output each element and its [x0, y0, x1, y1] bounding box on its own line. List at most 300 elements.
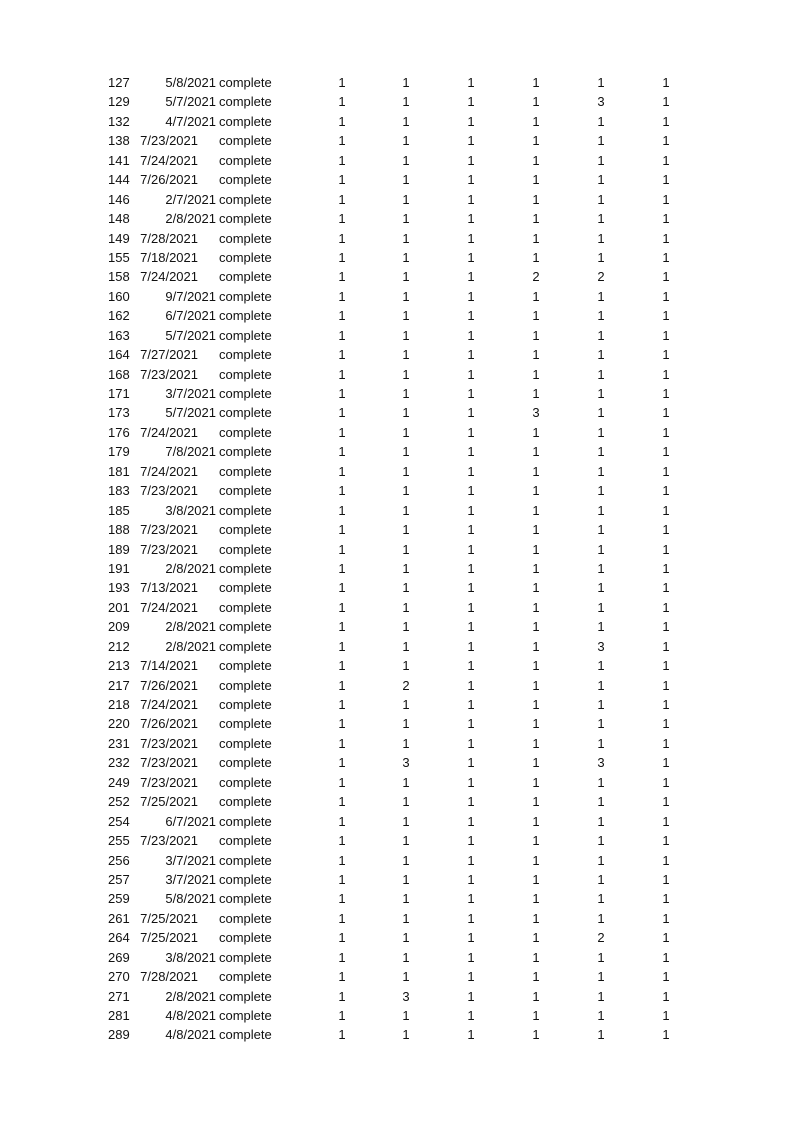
row-value-4: 1 [532, 910, 540, 926]
row-value-1: 1 [338, 580, 346, 596]
row-value-2: 2 [402, 677, 410, 693]
row-date: 2/8/2021 [165, 560, 216, 576]
row-value-4: 1 [532, 697, 540, 712]
row-value-1: 1 [338, 774, 346, 790]
row-status: complete [219, 677, 272, 693]
row-value-5: 3 [597, 755, 605, 771]
row-id: 255 [108, 833, 130, 849]
row-value-4: 1 [532, 463, 540, 479]
row-value-3: 1 [467, 580, 475, 596]
table-row [0, 695, 800, 714]
row-value-3: 1 [467, 308, 475, 324]
row-date: 7/23/2021 [140, 774, 198, 790]
row-value-3: 1 [467, 366, 475, 382]
row-value-2: 1 [402, 580, 410, 596]
row-value-3: 1 [467, 697, 475, 712]
row-status: complete [219, 75, 272, 90]
row-value-3: 1 [467, 599, 475, 615]
row-value-4: 1 [532, 230, 540, 246]
row-id: 179 [108, 444, 130, 460]
row-status: complete [219, 638, 272, 654]
row-date: 7/24/2021 [140, 463, 198, 479]
table-row [0, 384, 800, 403]
row-value-5: 1 [597, 172, 605, 188]
row-value-1: 1 [338, 113, 346, 129]
row-value-4: 1 [532, 930, 540, 946]
table-row [0, 909, 800, 928]
row-status: complete [219, 813, 272, 829]
row-value-4: 1 [532, 619, 540, 635]
row-id: 158 [108, 269, 130, 285]
row-date: 7/13/2021 [140, 580, 198, 596]
row-value-1: 1 [338, 638, 346, 654]
row-value-2: 1 [402, 386, 410, 401]
table-row [0, 967, 800, 986]
row-status: complete [219, 969, 272, 985]
row-date: 7/23/2021 [140, 833, 198, 849]
row-value-2: 1 [402, 133, 410, 149]
row-value-2: 1 [402, 541, 410, 557]
row-value-1: 1 [338, 405, 346, 421]
row-value-4: 2 [532, 269, 540, 285]
row-status: complete [219, 327, 272, 343]
table-row [0, 442, 800, 461]
row-value-4: 1 [532, 483, 540, 499]
table-row [0, 92, 800, 111]
row-value-6: 1 [662, 638, 670, 654]
row-id: 270 [108, 969, 130, 985]
row-status: complete [219, 113, 272, 129]
row-value-2: 1 [402, 94, 410, 110]
row-value-2: 3 [402, 755, 410, 771]
row-id: 171 [108, 386, 130, 401]
row-status: complete [219, 405, 272, 421]
table-row [0, 559, 800, 578]
row-value-5: 1 [597, 386, 605, 401]
row-id: 185 [108, 502, 130, 518]
row-value-6: 1 [662, 327, 670, 343]
row-date: 7/23/2021 [140, 541, 198, 557]
table-row [0, 209, 800, 228]
row-value-5: 1 [597, 347, 605, 363]
row-id: 176 [108, 424, 130, 440]
row-value-5: 1 [597, 502, 605, 518]
row-value-5: 1 [597, 211, 605, 227]
row-value-1: 1 [338, 833, 346, 849]
row-date: 3/8/2021 [165, 502, 216, 518]
row-value-6: 1 [662, 211, 670, 227]
row-value-6: 1 [662, 599, 670, 615]
table-row [0, 287, 800, 306]
row-value-6: 1 [662, 697, 670, 712]
row-value-1: 1 [338, 735, 346, 751]
row-date: 6/7/2021 [165, 813, 216, 829]
row-status: complete [219, 619, 272, 635]
row-status: complete [219, 424, 272, 440]
row-value-4: 1 [532, 191, 540, 207]
row-date: 5/7/2021 [165, 94, 216, 110]
row-value-6: 1 [662, 988, 670, 1004]
row-value-1: 1 [338, 502, 346, 518]
row-value-2: 1 [402, 444, 410, 460]
row-value-1: 1 [338, 463, 346, 479]
table-row [0, 851, 800, 870]
row-value-4: 1 [532, 871, 540, 887]
table-row [0, 870, 800, 889]
row-value-2: 1 [402, 658, 410, 674]
row-date: 7/8/2021 [165, 444, 216, 460]
row-date: 7/23/2021 [140, 483, 198, 499]
row-status: complete [219, 774, 272, 790]
row-value-2: 1 [402, 1027, 410, 1043]
row-status: complete [219, 1027, 272, 1043]
table-row [0, 617, 800, 636]
row-date: 7/24/2021 [140, 269, 198, 285]
row-value-6: 1 [662, 483, 670, 499]
row-value-1: 1 [338, 852, 346, 868]
row-value-3: 1 [467, 735, 475, 751]
row-value-6: 1 [662, 891, 670, 907]
row-value-5: 1 [597, 152, 605, 168]
row-date: 9/7/2021 [165, 288, 216, 304]
row-value-6: 1 [662, 794, 670, 810]
row-date: 7/23/2021 [140, 366, 198, 382]
row-value-5: 1 [597, 619, 605, 635]
row-value-2: 1 [402, 599, 410, 615]
row-value-3: 1 [467, 794, 475, 810]
row-value-5: 1 [597, 230, 605, 246]
table-row [0, 1006, 800, 1025]
row-value-4: 1 [532, 599, 540, 615]
row-id: 146 [108, 191, 130, 207]
row-value-4: 1 [532, 794, 540, 810]
row-value-6: 1 [662, 133, 670, 149]
row-value-3: 1 [467, 211, 475, 227]
row-value-2: 1 [402, 308, 410, 324]
table-row [0, 462, 800, 481]
row-value-3: 1 [467, 172, 475, 188]
row-value-6: 1 [662, 541, 670, 557]
row-value-6: 1 [662, 716, 670, 732]
row-value-4: 3 [532, 405, 540, 421]
row-status: complete [219, 249, 272, 265]
row-status: complete [219, 716, 272, 732]
row-id: 289 [108, 1027, 130, 1043]
row-value-3: 1 [467, 988, 475, 1004]
row-value-5: 1 [597, 697, 605, 712]
table-row [0, 540, 800, 559]
row-value-5: 1 [597, 891, 605, 907]
row-status: complete [219, 891, 272, 907]
row-id: 162 [108, 308, 130, 324]
row-date: 7/18/2021 [140, 249, 198, 265]
row-status: complete [219, 366, 272, 382]
row-value-1: 1 [338, 172, 346, 188]
table-row [0, 656, 800, 675]
table-row [0, 423, 800, 442]
row-value-2: 1 [402, 347, 410, 363]
row-status: complete [219, 930, 272, 946]
table-row [0, 345, 800, 364]
row-value-2: 1 [402, 619, 410, 635]
row-value-2: 1 [402, 794, 410, 810]
row-value-6: 1 [662, 75, 670, 90]
row-date: 5/8/2021 [165, 891, 216, 907]
row-id: 259 [108, 891, 130, 907]
table-row [0, 170, 800, 189]
row-value-4: 1 [532, 1027, 540, 1043]
row-value-1: 1 [338, 910, 346, 926]
row-value-6: 1 [662, 386, 670, 401]
row-id: 132 [108, 113, 130, 129]
row-date: 7/26/2021 [140, 677, 198, 693]
row-value-6: 1 [662, 230, 670, 246]
row-value-4: 1 [532, 424, 540, 440]
row-value-4: 1 [532, 152, 540, 168]
row-status: complete [219, 463, 272, 479]
row-value-5: 1 [597, 580, 605, 596]
row-value-5: 1 [597, 1008, 605, 1023]
row-id: 254 [108, 813, 130, 829]
row-status: complete [219, 599, 272, 615]
row-value-6: 1 [662, 191, 670, 207]
row-value-3: 1 [467, 833, 475, 849]
table-row [0, 928, 800, 947]
row-value-6: 1 [662, 113, 670, 129]
row-value-5: 1 [597, 774, 605, 790]
table-row [0, 812, 800, 831]
row-value-2: 1 [402, 638, 410, 654]
row-value-4: 1 [532, 658, 540, 674]
row-status: complete [219, 560, 272, 576]
row-status: complete [219, 852, 272, 868]
row-id: 212 [108, 638, 130, 654]
row-value-1: 1 [338, 1008, 346, 1023]
row-date: 2/8/2021 [165, 638, 216, 654]
table-row [0, 481, 800, 500]
row-value-3: 1 [467, 969, 475, 985]
row-date: 5/8/2021 [165, 75, 216, 90]
row-date: 3/7/2021 [165, 871, 216, 887]
row-value-2: 1 [402, 249, 410, 265]
row-value-4: 1 [532, 716, 540, 732]
row-value-2: 1 [402, 75, 410, 90]
row-value-5: 1 [597, 833, 605, 849]
row-id: 218 [108, 697, 130, 712]
row-value-1: 1 [338, 347, 346, 363]
table-row [0, 578, 800, 597]
row-value-3: 1 [467, 949, 475, 965]
row-value-1: 1 [338, 133, 346, 149]
table-row [0, 365, 800, 384]
row-value-3: 1 [467, 424, 475, 440]
row-value-1: 1 [338, 288, 346, 304]
table-row [0, 151, 800, 170]
row-value-5: 1 [597, 424, 605, 440]
row-value-4: 1 [532, 211, 540, 227]
row-status: complete [219, 541, 272, 557]
row-status: complete [219, 94, 272, 110]
row-date: 4/8/2021 [165, 1027, 216, 1043]
row-value-6: 1 [662, 1027, 670, 1043]
row-id: 189 [108, 541, 130, 557]
row-status: complete [219, 269, 272, 285]
row-id: 261 [108, 910, 130, 926]
row-value-4: 1 [532, 308, 540, 324]
row-status: complete [219, 230, 272, 246]
row-value-2: 1 [402, 697, 410, 712]
row-value-6: 1 [662, 930, 670, 946]
row-value-2: 1 [402, 327, 410, 343]
row-date: 7/28/2021 [140, 230, 198, 246]
row-id: 138 [108, 133, 130, 149]
row-value-2: 1 [402, 152, 410, 168]
row-id: 163 [108, 327, 130, 343]
row-value-6: 1 [662, 871, 670, 887]
row-value-2: 1 [402, 502, 410, 518]
row-value-5: 1 [597, 327, 605, 343]
row-value-1: 1 [338, 522, 346, 538]
row-value-5: 1 [597, 366, 605, 382]
row-value-5: 1 [597, 249, 605, 265]
row-value-4: 1 [532, 249, 540, 265]
row-id: 249 [108, 774, 130, 790]
table-row [0, 753, 800, 772]
row-value-6: 1 [662, 366, 670, 382]
row-value-2: 1 [402, 949, 410, 965]
row-value-2: 1 [402, 930, 410, 946]
row-value-6: 1 [662, 969, 670, 985]
row-value-1: 1 [338, 94, 346, 110]
row-value-3: 1 [467, 249, 475, 265]
row-date: 4/8/2021 [165, 1008, 216, 1023]
row-id: 181 [108, 463, 130, 479]
row-id: 148 [108, 211, 130, 227]
row-value-3: 1 [467, 191, 475, 207]
table-row [0, 267, 800, 286]
row-id: 188 [108, 522, 130, 538]
row-value-3: 1 [467, 463, 475, 479]
row-value-6: 1 [662, 172, 670, 188]
row-value-5: 1 [597, 949, 605, 965]
row-value-6: 1 [662, 308, 670, 324]
row-id: 173 [108, 405, 130, 421]
row-status: complete [219, 347, 272, 363]
row-value-2: 1 [402, 910, 410, 926]
row-value-2: 1 [402, 969, 410, 985]
row-value-2: 1 [402, 288, 410, 304]
row-value-1: 1 [338, 1027, 346, 1043]
row-value-5: 1 [597, 735, 605, 751]
row-date: 2/7/2021 [165, 191, 216, 207]
row-status: complete [219, 172, 272, 188]
row-status: complete [219, 871, 272, 887]
row-status: complete [219, 735, 272, 751]
row-status: complete [219, 697, 272, 712]
row-value-2: 1 [402, 1008, 410, 1023]
row-status: complete [219, 308, 272, 324]
row-value-1: 1 [338, 716, 346, 732]
row-value-1: 1 [338, 599, 346, 615]
row-value-6: 1 [662, 502, 670, 518]
row-value-6: 1 [662, 152, 670, 168]
table-row [0, 190, 800, 209]
row-date: 7/23/2021 [140, 522, 198, 538]
row-value-3: 1 [467, 483, 475, 499]
row-value-3: 1 [467, 619, 475, 635]
row-value-6: 1 [662, 405, 670, 421]
row-value-5: 1 [597, 794, 605, 810]
row-value-2: 1 [402, 891, 410, 907]
row-value-6: 1 [662, 1008, 670, 1023]
row-id: 217 [108, 677, 130, 693]
row-value-3: 1 [467, 113, 475, 129]
row-value-3: 1 [467, 852, 475, 868]
row-status: complete [219, 133, 272, 149]
row-id: 141 [108, 152, 130, 168]
row-date: 5/7/2021 [165, 327, 216, 343]
row-value-6: 1 [662, 658, 670, 674]
row-status: complete [219, 522, 272, 538]
row-value-2: 1 [402, 269, 410, 285]
row-value-1: 1 [338, 560, 346, 576]
row-value-5: 3 [597, 94, 605, 110]
row-value-2: 1 [402, 366, 410, 382]
row-value-2: 1 [402, 483, 410, 499]
row-value-6: 1 [662, 424, 670, 440]
row-value-2: 1 [402, 716, 410, 732]
row-value-2: 3 [402, 988, 410, 1004]
row-id: 155 [108, 249, 130, 265]
row-value-1: 1 [338, 619, 346, 635]
row-value-5: 1 [597, 191, 605, 207]
row-value-6: 1 [662, 580, 670, 596]
row-value-4: 1 [532, 113, 540, 129]
row-value-2: 1 [402, 424, 410, 440]
row-value-3: 1 [467, 230, 475, 246]
row-value-1: 1 [338, 813, 346, 829]
row-date: 5/7/2021 [165, 405, 216, 421]
table-row [0, 714, 800, 733]
row-status: complete [219, 191, 272, 207]
row-value-4: 1 [532, 580, 540, 596]
row-value-1: 1 [338, 677, 346, 693]
row-date: 2/8/2021 [165, 988, 216, 1004]
row-value-3: 1 [467, 677, 475, 693]
table-row [0, 306, 800, 325]
row-value-5: 3 [597, 638, 605, 654]
table-row [0, 248, 800, 267]
row-value-4: 1 [532, 172, 540, 188]
row-id: 257 [108, 871, 130, 887]
row-id: 191 [108, 560, 130, 576]
row-value-5: 1 [597, 75, 605, 90]
row-value-1: 1 [338, 483, 346, 499]
row-status: complete [219, 152, 272, 168]
row-id: 256 [108, 852, 130, 868]
row-value-4: 1 [532, 755, 540, 771]
row-value-6: 1 [662, 813, 670, 829]
row-status: complete [219, 988, 272, 1004]
row-value-4: 1 [532, 560, 540, 576]
row-id: 164 [108, 347, 130, 363]
row-value-2: 1 [402, 871, 410, 887]
row-value-4: 1 [532, 852, 540, 868]
row-value-1: 1 [338, 211, 346, 227]
row-value-4: 1 [532, 969, 540, 985]
row-value-2: 1 [402, 113, 410, 129]
row-date: 2/8/2021 [165, 619, 216, 635]
